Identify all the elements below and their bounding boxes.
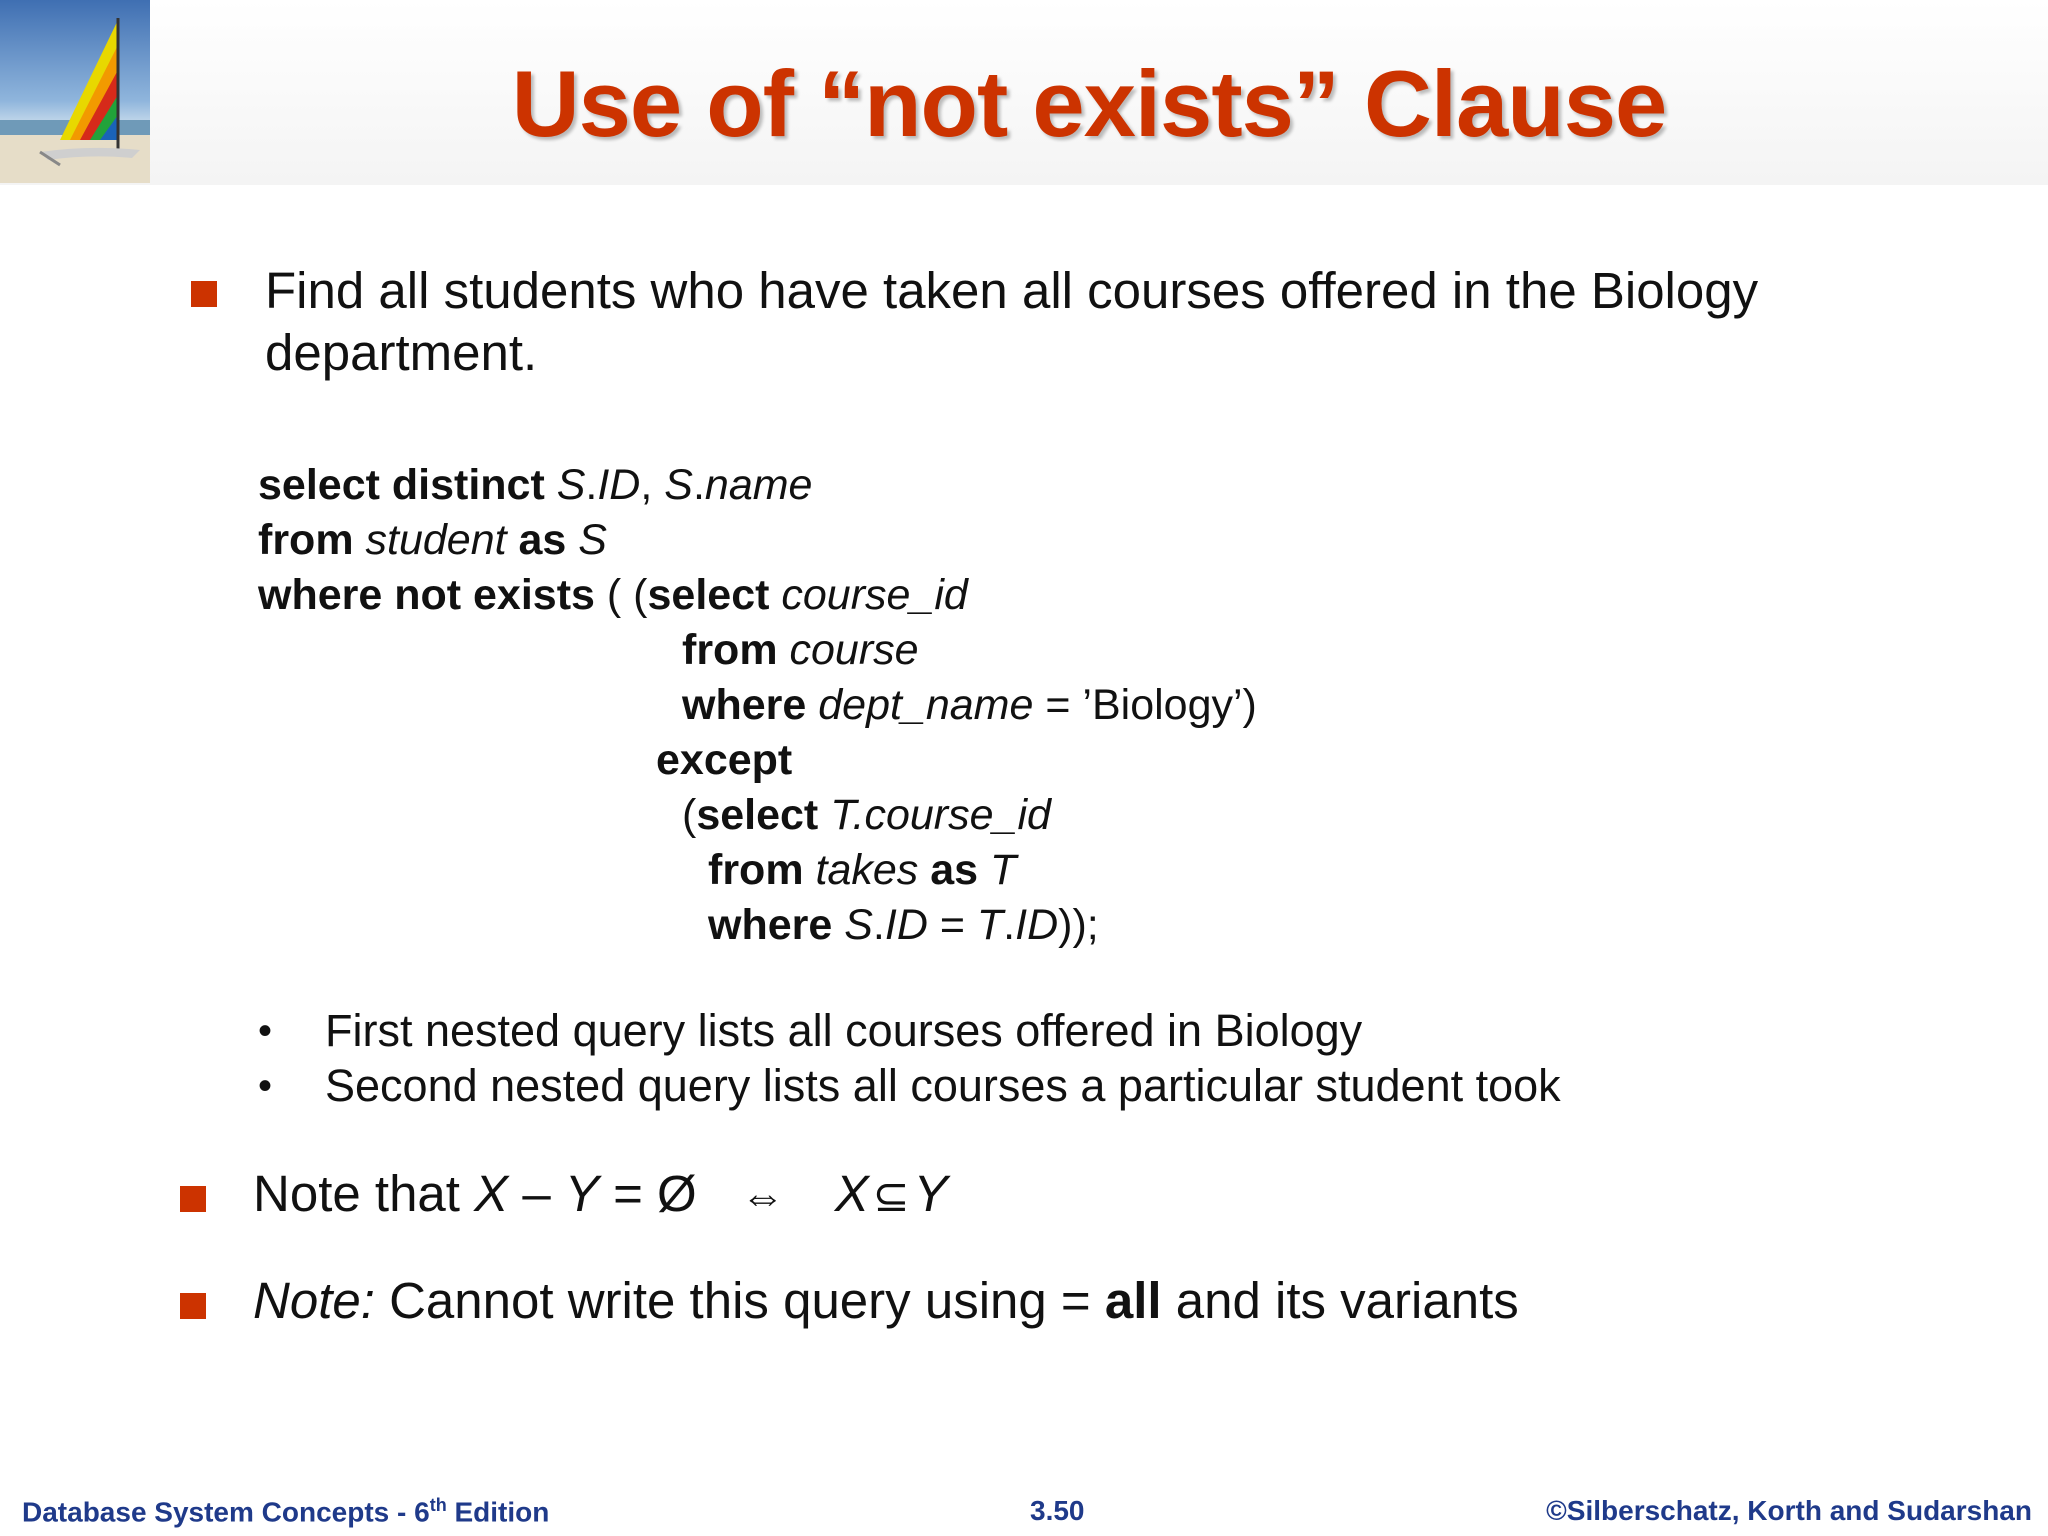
sub-bullet-1: First nested query lists all courses offered in Biology	[325, 1005, 1363, 1056]
square-bullet-icon	[180, 1186, 206, 1212]
sql-line-2: from student as S	[258, 516, 607, 564]
footer-book-title: Database System Concepts - 6th Edition	[22, 1495, 550, 1528]
sub-bullet-2: Second nested query lists all courses a particular student took	[325, 1060, 1561, 1111]
sql-line-6: except	[656, 736, 793, 784]
dot-bullet-icon: •	[258, 1064, 273, 1108]
sql-line-8: from takes as T	[708, 846, 1017, 894]
bullet-note-set-identity: Note that X – Y = Ø ⇔ X⊆Y	[253, 1165, 948, 1222]
sql-line-9: where S.ID = T.ID));	[708, 901, 1099, 949]
slide-title: Use of “not exists” Clause	[511, 51, 1667, 156]
sql-line-5: where dept_name = ’Biology’)	[682, 681, 1257, 729]
bullet-note-all: Note: Cannot write this query using = all and its variants	[253, 1272, 1519, 1329]
square-bullet-icon	[180, 1293, 206, 1319]
sql-line-7: (select T.course_id	[682, 791, 1051, 839]
square-bullet-icon	[191, 281, 217, 307]
dot-bullet-icon: •	[258, 1009, 273, 1053]
bullet-find-students: Find all students who have taken all courses offered in the Biology department.	[265, 262, 1759, 381]
sql-line-4: from course	[682, 626, 919, 674]
sql-line-3: where not exists ( (select course_id	[258, 571, 968, 619]
footer-page-number: 3.50	[1030, 1495, 1085, 1526]
sql-line-1: select distinct S.ID, S.name	[258, 461, 813, 509]
footer-copyright: ©Silberschatz, Korth and Sudarshan	[1546, 1495, 2032, 1526]
